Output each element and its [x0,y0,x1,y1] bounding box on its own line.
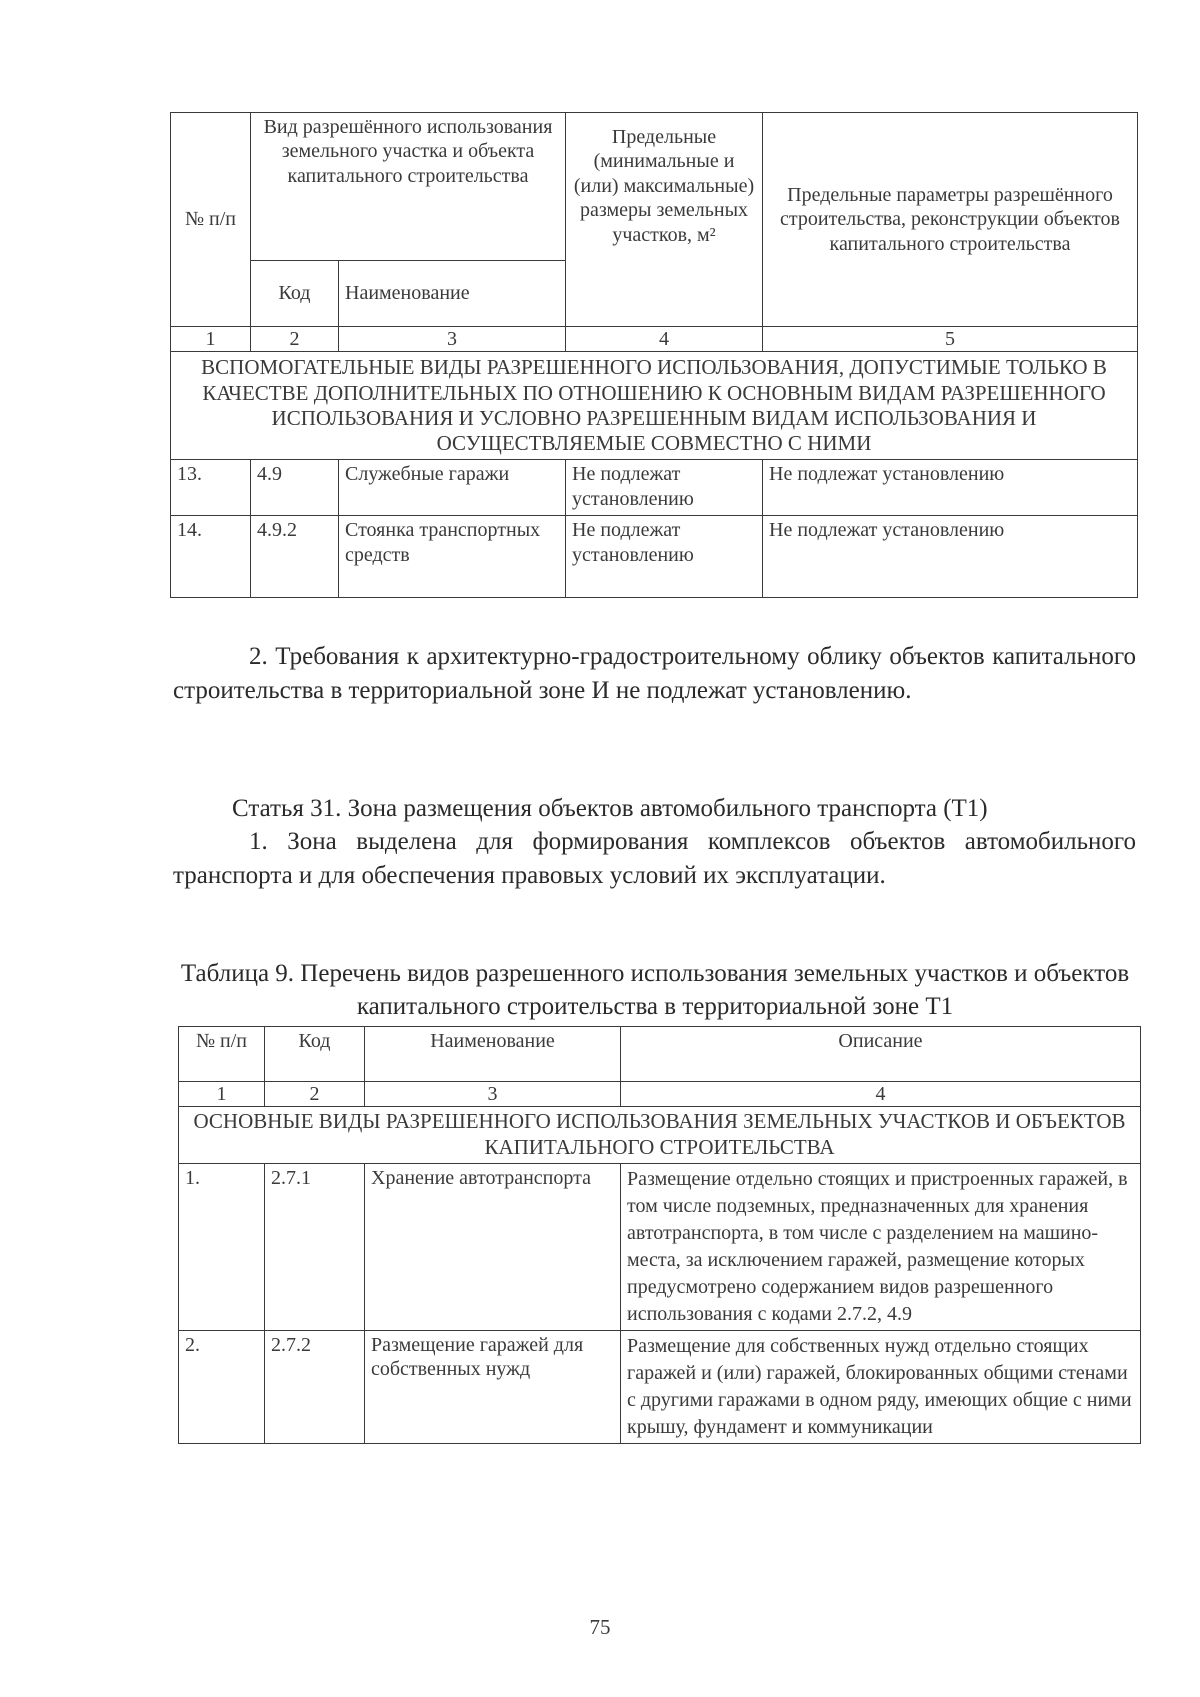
row-param: Не подлежат установлению [763,516,1138,598]
row-naim: Служебные гаражи [339,460,566,516]
col-number: 3 [339,327,566,352]
section-title: ОСНОВНЫЕ ВИДЫ РАЗРЕШЕННОГО ИСПОЛЬЗОВАНИЯ ЗЕМЕЛЬНЫХ УЧАСТКОВ И ОБЪЕКТОВ КАПИТАЛЬНОГО СТРОИТЕЛЬСТВА [179,1107,1141,1163]
row-naim: Размещение гаражей для собственных нужд [365,1330,621,1443]
table-9-caption: Таблица 9. Перечень видов разрешенного использования земельных участков и объектов капитального строительства в территориальной зоне Т1 [180,960,1130,1020]
col-number: 3 [365,1082,621,1107]
table-row [171,460,1138,516]
land-use-types-table [178,1026,1141,1444]
header-naim: Наименование [339,261,566,327]
header-vid: Вид разрешённого использования земельного участка и объекта капитального строительства [251,113,566,261]
row-opis: Размещение для собственных нужд отдельно стоящих гаражей и (или) гаражей, блокированных общими стенами с другими гаражами в одном ряду, имеющих общие с ними крышу, фундамент и коммуникации [621,1330,1141,1443]
section-title: ВСПОМОГАТЕЛЬНЫЕ ВИДЫ РАЗРЕШЕННОГО ИСПОЛЬЗОВАНИЯ, ДОПУСТИМЫЕ ТОЛЬКО В КАЧЕСТВЕ ДОПОЛНИТЕЛЬНЫХ ПО ОТНОШЕНИЮ К ОСНОВНЫМ ВИДАМ РАЗРЕШЕННОГО ИСПОЛЬЗОВАНИЯ И УСЛОВНО РАЗРЕШЕННЫМ ВИДАМ ИСПОЛЬЗОВАНИЯ И ОСУЩЕСТВЛЯЕМЫЕ СОВМЕСТНО С НИМИ [171,352,1138,460]
row-razmery: Не подлежат установлению [566,516,763,598]
header-num: № п/п [171,113,251,327]
row-param: Не подлежат установлению [763,460,1138,516]
col-number: 4 [621,1082,1141,1107]
col-number: 2 [251,327,339,352]
row-naim: Хранение автотранспорта [365,1163,621,1330]
table-header-row [179,1027,1141,1082]
table-row [179,1330,1141,1443]
paragraph-zone-purpose: 1. Зона выделена для формирования комплексов объектов автомобильного транспорта и для обеспечения правовых условий их эксплуатации. [173,828,1136,890]
row-kod: 4.9.2 [251,516,339,598]
col-number: 1 [179,1082,265,1107]
header-num: № п/п [179,1027,265,1082]
page-number: 75 [589,1615,611,1639]
row-kod: 4.9 [251,460,339,516]
table-row [171,516,1138,598]
paragraph-requirements: 2. Требования к архитектурно-градостроительному облику объектов капитального строительства в территориальной зоне И не подлежат установлению. [173,643,1136,705]
header-kod: Код [265,1027,365,1082]
header-razmery: Предельные (минимальные и (или) максимальные) размеры земельных участков, м² [566,113,763,327]
header-param: Предельные параметры разрешённого строительства, реконструкции объектов капитального строительства [763,113,1138,327]
col-number: 5 [763,327,1138,352]
row-naim: Стоянка транспортных средств [339,516,566,598]
table-header-row [171,113,1138,261]
land-use-parameters-table [170,112,1138,598]
row-num: 14. [171,516,251,598]
table-row [179,1163,1141,1330]
row-razmery: Не подлежат установлению [566,460,763,516]
row-num: 1. [179,1163,265,1330]
header-naim: Наименование [365,1027,621,1082]
row-num: 2. [179,1330,265,1443]
section-row [179,1107,1141,1163]
header-kod: Код [251,261,339,327]
col-number: 1 [171,327,251,352]
row-num: 13. [171,460,251,516]
row-opis: Размещение отдельно стоящих и пристроенных гаражей, в том числе подземных, предназначенных для хранения автотранспорта, в том числе с разделением на машино-места, за исключением гаражей, размещение которых предусмотрено содержанием видов разрешенного использования с кодами 2.7.2, 4.9 [621,1163,1141,1330]
header-opis: Описание [621,1027,1141,1082]
col-number: 2 [265,1082,365,1107]
section-row [171,352,1138,460]
column-number-row [179,1082,1141,1107]
row-kod: 2.7.1 [265,1163,365,1330]
article-31-heading: Статья 31. Зона размещения объектов автомобильного транспорта (Т1) [232,795,988,822]
row-kod: 2.7.2 [265,1330,365,1443]
column-number-row [171,327,1138,352]
col-number: 4 [566,327,763,352]
